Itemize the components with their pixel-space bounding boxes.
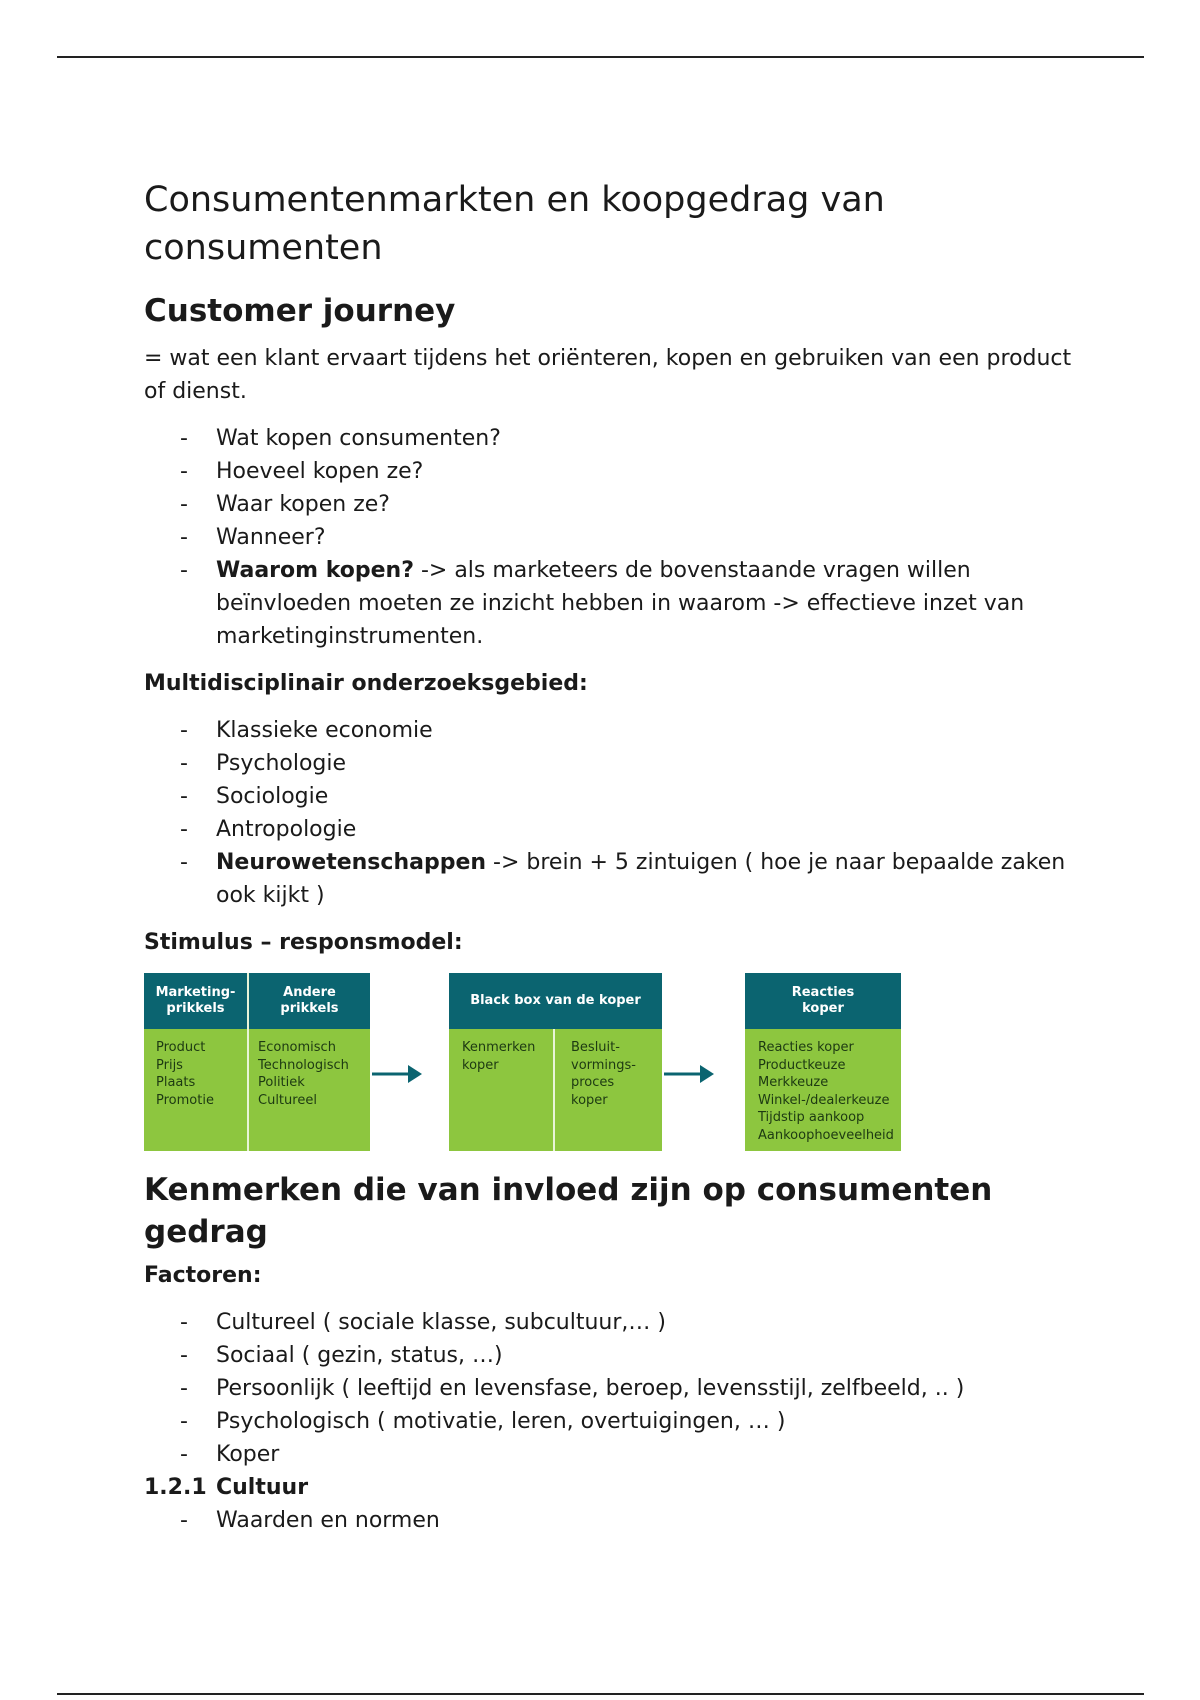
list-item: - Hoeveel kopen ze? — [144, 455, 1084, 488]
list-item: - Waarom kopen? -> als marketeers de bovenstaande vragen willen beïnvloeden moeten ze inzicht hebben in waarom -> effectieve inzet van marketinginstrumenten. — [144, 554, 1084, 653]
discipline-list — [144, 714, 1084, 912]
section-number: 1.2.1 — [144, 1475, 207, 1500]
dash-bullet: - — [180, 1376, 188, 1401]
heading-kenmerken: Kenmerken die van invloed zijn op consumenten gedrag — [144, 1172, 993, 1250]
reacties-koper-list: Reacties koper Productkeuze Merkkeuze Winkel-/dealerkeuze Tijdstip aankoop Aankoophoeveelheid — [758, 1040, 894, 1143]
heading-customer-journey: Customer journey — [144, 293, 456, 329]
list-item: - Cultureel ( sociale klasse, subcultuur,… ) — [144, 1306, 1084, 1339]
list-item: - Wanneer? — [144, 521, 1084, 554]
section-title: Cultuur — [216, 1475, 309, 1500]
dash-bullet: - — [180, 492, 188, 517]
cultuur-list — [144, 1504, 1084, 1537]
definition-text: = wat een klant ervaart tijdens het oriënteren, kopen en gebruiken van een product of dienst. — [144, 346, 1072, 404]
dash-bullet: - — [180, 817, 188, 842]
dash-bullet: - — [180, 1343, 188, 1368]
besluitvormingsproces-text: Besluit- vormings- proces koper — [571, 1040, 636, 1108]
document-body — [144, 176, 1084, 1551]
andere-prikkels-list: Economisch Technologisch Politiek Cultureel — [258, 1040, 349, 1108]
list-item: - Psychologisch ( motivatie, leren, overtuigingen, … ) — [144, 1405, 1084, 1438]
marketing-prikkels-header: Marketing- prikkels — [144, 973, 247, 1029]
list-item: - Sociaal ( gezin, status, …) — [144, 1339, 1084, 1372]
list-item: - Waarden en normen — [144, 1504, 1084, 1537]
bottom-rule — [57, 1693, 1144, 1695]
dash-bullet: - — [180, 459, 188, 484]
list-item: - Neurowetenschappen -> brein + 5 zintuigen ( hoe je naar bepaalde zaken ook kijkt ) — [144, 846, 1084, 912]
page-title: Consumentenmarkten en koopgedrag van consumenten — [144, 180, 885, 268]
dash-bullet: - — [180, 1442, 188, 1467]
dash-bullet: - — [180, 1508, 188, 1533]
list-item: - Koper — [144, 1438, 1084, 1471]
factoren-list — [144, 1306, 1084, 1471]
dash-bullet: - — [180, 718, 188, 743]
arrow-right-icon — [370, 1062, 426, 1086]
black-box-header: Black box van de koper — [449, 973, 662, 1029]
dash-bullet: - — [180, 850, 188, 875]
dash-bullet: - — [180, 751, 188, 776]
reacties-box — [745, 973, 901, 1151]
column-divider — [247, 973, 249, 1151]
column-divider — [553, 1029, 555, 1151]
list-item: - Psychologie — [144, 747, 1084, 780]
prikkels-box — [144, 973, 370, 1151]
list-item: - Waar kopen ze? — [144, 488, 1084, 521]
marketing-prikkels-list: Product Prijs Plaats Promotie — [156, 1040, 214, 1108]
dash-bullet: - — [180, 1310, 188, 1335]
dash-bullet: - — [180, 558, 188, 583]
list-item: - Sociologie — [144, 780, 1084, 813]
dash-bullet: - — [180, 525, 188, 550]
kenmerken-koper-text: Kenmerken koper — [462, 1040, 536, 1073]
black-box — [449, 973, 662, 1151]
dash-bullet: - — [180, 426, 188, 451]
top-rule — [57, 56, 1144, 58]
reacties-koper-header: Reacties koper — [745, 973, 901, 1029]
list-item: - Persoonlijk ( leeftijd en levensfase, beroep, levensstijl, zelfbeeld, .. ) — [144, 1372, 1084, 1405]
dash-bullet: - — [180, 1409, 188, 1434]
heading-factoren: Factoren: — [144, 1263, 262, 1288]
arrow-right-icon — [662, 1062, 718, 1086]
heading-stimulus-responsmodel: Stimulus – responsmodel: — [144, 930, 463, 955]
list-item: - Wat kopen consumenten? — [144, 422, 1084, 455]
heading-cultuur — [144, 1471, 1084, 1504]
andere-prikkels-header: Andere prikkels — [249, 973, 370, 1029]
list-item: - Klassieke economie — [144, 714, 1084, 747]
dash-bullet: - — [180, 784, 188, 809]
heading-multidisciplinair: Multidisciplinair onderzoeksgebied: — [144, 671, 588, 696]
journey-question-list — [144, 422, 1084, 653]
list-item: - Antropologie — [144, 813, 1084, 846]
stimulus-response-diagram — [144, 973, 904, 1153]
